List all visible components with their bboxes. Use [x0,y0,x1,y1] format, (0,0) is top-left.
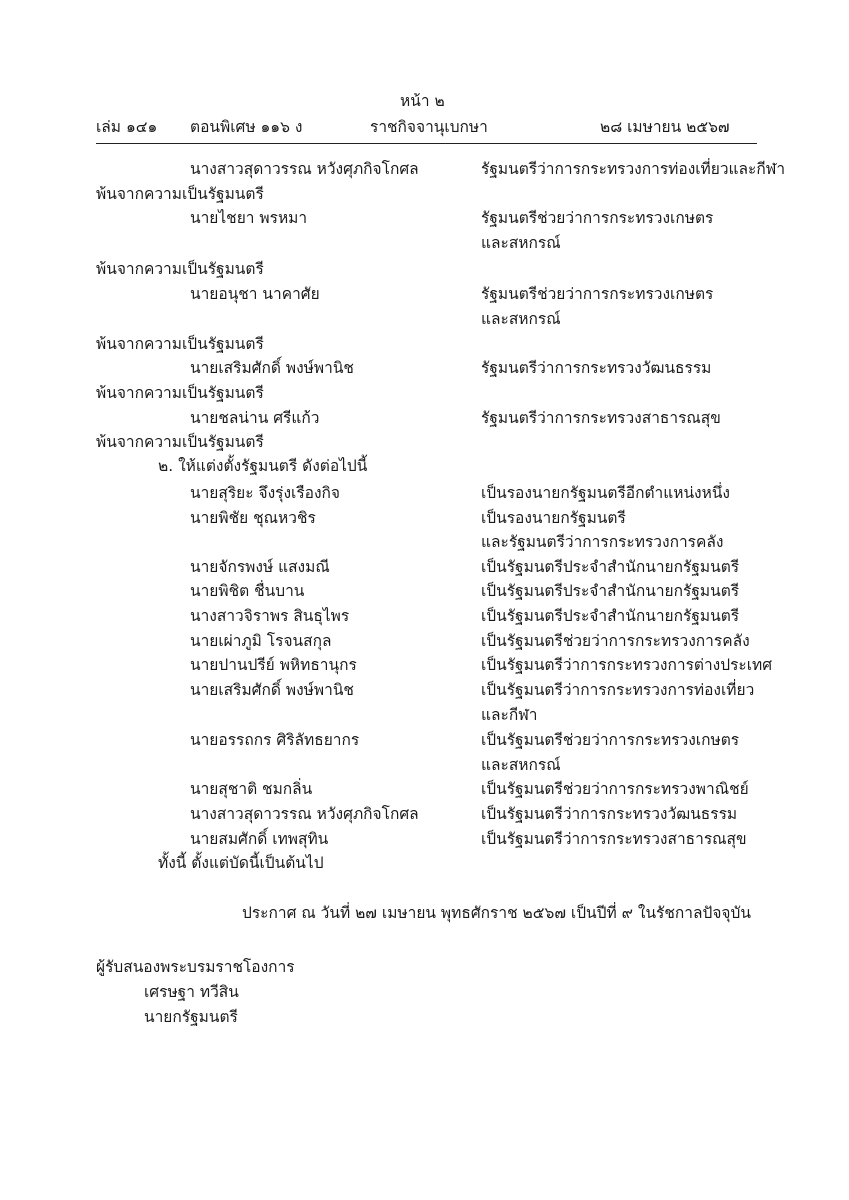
removal-name: นายไชยา พรหมา [190,209,308,227]
appointee-position: เป็นรองนายกรัฐมนตรี [481,509,626,527]
appointee-name: นายปานปรีย์ พหิทธานุกร [190,656,357,674]
appointee-name: นายสุริยะ จึงรุ่งเรืองกิจ [190,484,341,502]
removal-position: และสหกรณ์ [481,310,561,328]
appointee-position: และกีฬา [481,706,538,724]
appointee-position: เป็นรัฐมนตรีว่าการกระทรวงวัฒนธรรม [481,805,738,823]
appointee-name: นางสาวจิราพร สินธุไพร [190,607,350,625]
removal-status: พ้นจากความเป็นรัฐมนตรี [96,260,264,278]
appointee-position: เป็นรัฐมนตรีช่วยว่าการกระทรวงเกษตร [481,731,740,749]
appointee-name: นายพิชิต ชื่นบาน [190,582,305,600]
appointee-name: นายสุชาติ ชมกลิ่น [190,780,313,798]
appointee-name: นายเผ่าภูมิ โรจนสกุล [190,632,332,650]
removal-position: รัฐมนตรีว่าการกระทรวงการท่องเที่ยวและกีฬา [481,160,786,178]
gazette-name: ราชกิจจานุเบกษา [370,118,488,136]
appointee-position: เป็นรัฐมนตรีช่วยว่าการกระทรวงการคลัง [481,632,750,650]
appointee-position: เป็นรัฐมนตรีว่าการกระทรวงการท่องเที่ยว [481,681,755,699]
section-label: ตอนพิเศษ ๑๑๖ ง [190,118,303,136]
announcement-date-line: ประกาศ ณ วันที่ ๒๗ เมษายน พุทธศักราช ๒๕๖๗ เป็นปีที่ ๙ ในรัชกาลปัจจุบัน [242,904,751,922]
removal-status: พ้นจากความเป็นรัฐมนตรี [96,384,264,402]
countersign-line: ผู้รับสนองพระบรมราชโองการ [96,958,295,976]
appointee-name: นางสาวสุดาวรรณ หวังศุภกิจโกศล [190,805,419,823]
appointee-name: นายจักรพงษ์ แสงมณี [190,558,330,576]
removal-status: พ้นจากความเป็นรัฐมนตรี [96,335,264,353]
appointee-name: นายพิชัย ชุณหวชิร [190,509,316,527]
effective-clause: ทั้งนี้ ตั้งแต่บัดนี้เป็นต้นไป [158,854,324,872]
removal-name: นายชลน่าน ศรีแก้ว [190,409,320,427]
countersign-name: เศรษฐา ทวีสิน [144,983,239,1001]
removal-position: รัฐมนตรีว่าการกระทรวงสาธารณสุข [481,409,721,427]
removal-position: รัฐมนตรีช่วยว่าการกระทรวงเกษตร [481,209,714,227]
appointee-position: เป็นรัฐมนตรีประจำสำนักนายกรัฐมนตรี [481,582,740,600]
appointee-position: เป็นรองนายกรัฐมนตรีอีกตำแหน่งหนึ่ง [481,484,730,502]
appointee-position: เป็นรัฐมนตรีประจำสำนักนายกรัฐมนตรี [481,607,740,625]
page-number: หน้า ๒ [400,92,445,110]
volume-label: เล่ม ๑๔๑ [96,118,158,136]
removal-name: นางสาวสุดาวรรณ หวังศุภกิจโกศล [190,160,419,178]
removal-position: รัฐมนตรีช่วยว่าการกระทรวงเกษตร [481,285,714,303]
appointee-position: เป็นรัฐมนตรีว่าการกระทรวงสาธารณสุข [481,830,747,848]
appointments-heading: ๒. ให้แต่งตั้งรัฐมนตรี ดังต่อไปนี้ [158,457,368,475]
appointee-position: เป็นรัฐมนตรีว่าการกระทรวงการต่างประเทศ [481,656,773,674]
removal-name: นายเสริมศักดิ์ พงษ์พานิช [190,359,354,377]
appointee-name: นายสมศักดิ์ เทพสุทิน [190,830,329,848]
removal-name: นายอนุชา นาคาศัย [190,285,320,303]
gazette-date: ๒๘ เมษายน ๒๕๖๗ [600,118,730,136]
header-rule [96,143,757,144]
removal-status: พ้นจากความเป็นรัฐมนตรี [96,185,264,203]
countersign-title: นายกรัฐมนตรี [144,1008,238,1026]
appointee-position: เป็นรัฐมนตรีประจำสำนักนายกรัฐมนตรี [481,558,740,576]
appointee-position: เป็นรัฐมนตรีช่วยว่าการกระทรวงพาณิชย์ [481,780,749,798]
appointee-name: นายอรรถกร ศิริลัทธยากร [190,731,360,749]
removal-position: และสหกรณ์ [481,234,561,252]
appointee-name: นายเสริมศักดิ์ พงษ์พานิช [190,681,354,699]
appointee-position: และสหกรณ์ [481,756,561,774]
removal-position: รัฐมนตรีว่าการกระทรวงวัฒนธรรม [481,359,712,377]
appointee-position: และรัฐมนตรีว่าการกระทรวงการคลัง [481,533,724,551]
removal-status: พ้นจากความเป็นรัฐมนตรี [96,433,264,451]
